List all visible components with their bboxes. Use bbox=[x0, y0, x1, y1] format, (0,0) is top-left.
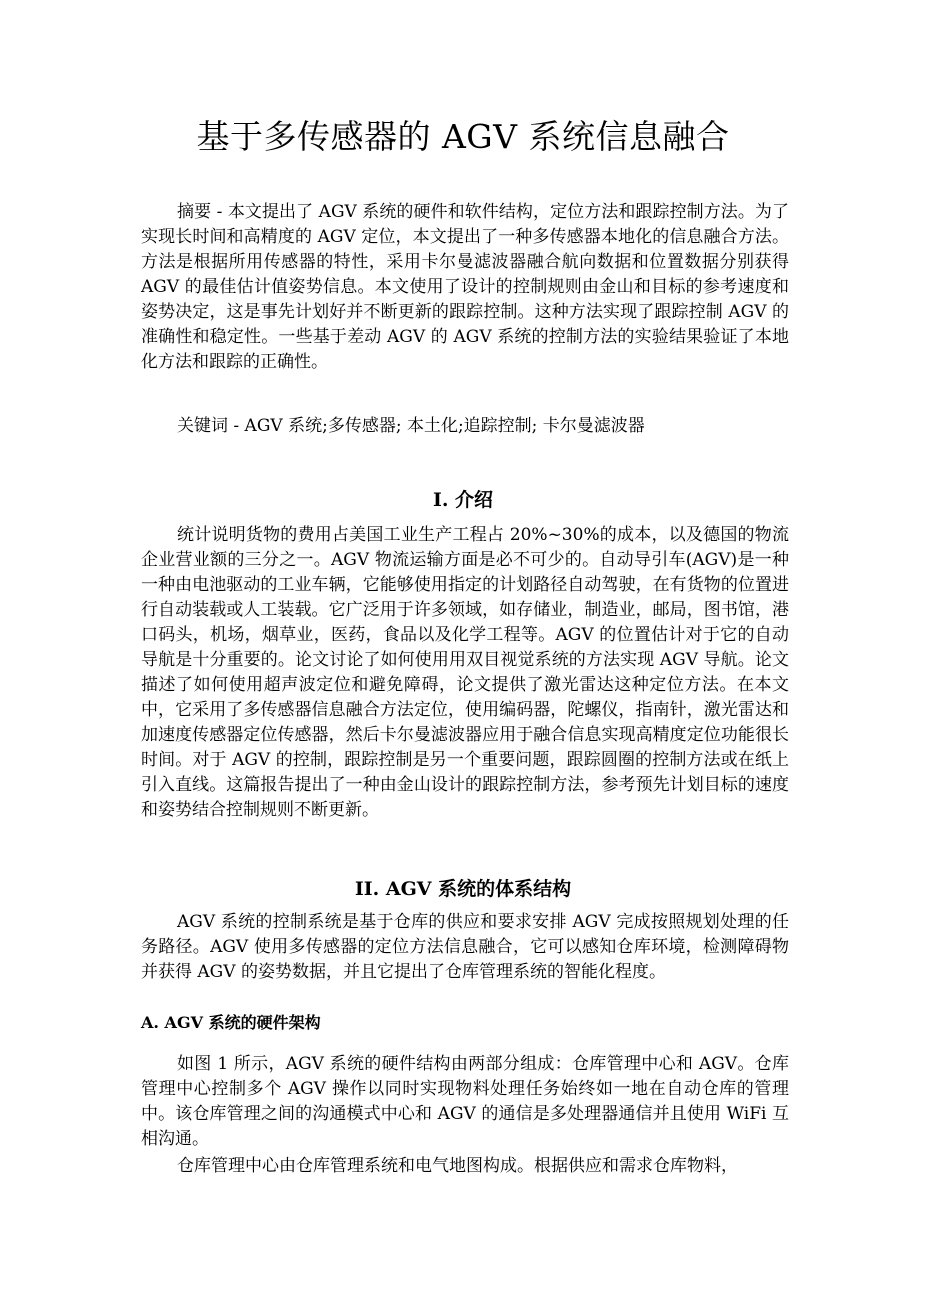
hardware-paragraph-1: 如图 1 所示，AGV 系统的硬件结构由两部分组成：仓库管理中心和 AGV。仓库管理中心控制多个 AGV 操作以同时实现物料处理任务始终如一地在自动仓库的管理中。该仓库管理之间的沟通模式中心和 AGV 的通信是多处理器通信并且使用 WiFi 互相沟通。 bbox=[141, 1054, 789, 1149]
introduction-paragraph: 统计说明货物的费用占美国工业生产工程占 20%~30%的成本，以及德国的物流企业营业额的三分之一。AGV 物流运输方面是必不可少的。自动导引车(AGV)是一种一种由电池驱动的工业车辆，它能够使用指定的计划路径自动驾驶，在有货物的位置进行自动装载或人工装载。它广泛用于许多领域，如存储业，制造业，邮局，图书馆，港口码头，机场，烟草业，医药，食品以及化学工程等。AGV 的位置估计对于它的自动导航是十分重要的。论文讨论了如何使用用双目视觉系统的方法实现 AGV 导航。论文描述了如何使用超声波定位和避免障碍，论文提供了激光雷达这种定位方法。在本文中，它采用了多传感器信息融合方法定位，使用编码器，陀螺仪，指南针，激光雷达和加速度传感器定位传感器，然后卡尔曼滤波器应用于融合信息实现高精度定位功能很长时间。对于 AGV 的控制，跟踪控制是另一个重要问题，跟踪圆圈的控制方法或在纸上引入直线。这篇报告提出了一种由金山设计的跟踪控制方法，参考预先计划目标的速度和姿势结合控制规则不断更新。 bbox=[141, 525, 789, 820]
section-heading-architecture: II. AGV 系统的体系结构 bbox=[354, 878, 572, 900]
paper-title: 基于多传感器的 AGV 系统信息融合 bbox=[196, 117, 730, 156]
section-heading-introduction: I. 介绍 bbox=[432, 489, 494, 511]
hardware-paragraph-2: 仓库管理中心由仓库管理系统和电气地图构成。根据供应和需求仓库物料， bbox=[177, 1156, 738, 1176]
subsection-heading-hardware: A. AGV 系统的硬件架构 bbox=[141, 1013, 321, 1032]
abstract: 摘要 - 本文提出了 AGV 系统的硬件和软件结构，定位方法和跟踪控制方法。为了实现长时间和高精度的 AGV 定位，本文提出了一种多传感器本地化的信息融合方法。方法是根据所用传感器的特性，采用卡尔曼滤波器融合航向数据和位置数据分别获得 AGV 的最佳估计值姿势信息。本文使用了设计的控制规则由金山和目标的参考速度和姿势决定，这是事先计划好并不断更新的跟踪控制。这种方法实现了跟踪控制 AGV 的准确性和稳定性。一些基于差动 AGV 的 AGV 系统的控制方法的实验结果验证了本地化方法和跟踪的正确性。 bbox=[141, 202, 789, 372]
keywords: 关键词 - AGV 系统;多传感器; 本土化;追踪控制; 卡尔曼滤波器 bbox=[177, 416, 645, 436]
architecture-paragraph: AGV 系统的控制系统是基于仓库的供应和要求安排 AGV 完成按照规划处理的任务路径。AGV 使用多传感器的定位方法信息融合，它可以感知仓库环境，检测障碍物并获得 AGV 的姿势数据，并且它提出了仓库管理系统的智能化程度。 bbox=[141, 912, 789, 982]
